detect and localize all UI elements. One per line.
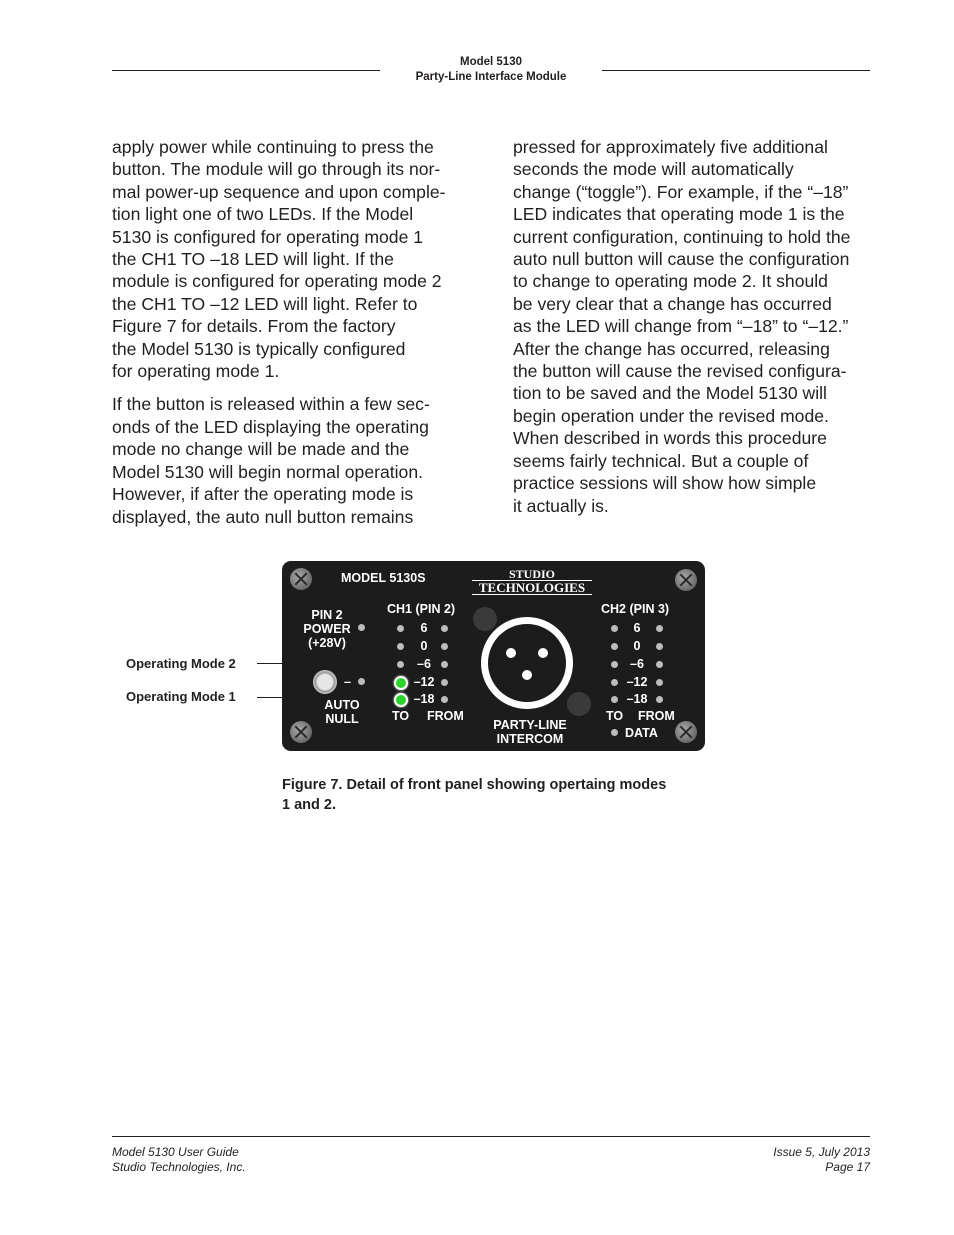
header-rule-left: [112, 70, 380, 71]
auto-null-led: [358, 678, 365, 685]
ch2-to-label: TO: [606, 709, 624, 723]
front-panel-figure: [282, 561, 705, 751]
ch1-from-led-minus12: [441, 679, 448, 686]
ch2-from-label: FROM: [638, 709, 675, 723]
ch2-from-led-minus12: [656, 679, 663, 686]
ch2-level-minus12: –12: [626, 675, 648, 689]
xlr-pin: [506, 648, 516, 658]
mounting-hole: [473, 607, 497, 631]
ch1-to-led-0: [397, 643, 404, 650]
ch1-from-led-minus6: [441, 661, 448, 668]
paragraph: If the button is released within a few sec- onds of the LED displaying the operating mode no change will be made and the Model 5130 will begin normal operation. However, if after the operating mode is displayed, the auto null button remains: [112, 394, 430, 527]
mounting-hole: [567, 692, 591, 716]
paragraph: apply power while continuing to press the button. The module will go through its nor- mal power-up sequence and upon comple- tion light one of two LEDs. If the Model 5130 is configured for operating mode 1 the CH1 TO –18 LED will light. If the module is configured for operating mode 2 the CH1 TO –12 LED will light. Refer to Figure 7 for details. From the factory the Model 5130 is typically configured for operating mode 1.: [112, 137, 446, 382]
studio-technologies-logo: STUDIO TECHNOLOGIES: [472, 568, 592, 595]
ch2-from-led-0: [656, 643, 663, 650]
ch1-to-led-minus18-lit: [394, 693, 408, 707]
ch2-from-led-minus6: [656, 661, 663, 668]
screw-icon: [290, 568, 312, 590]
xlr-pin: [538, 648, 548, 658]
ch1-level-minus6: –6: [417, 657, 431, 671]
power-led: [358, 624, 365, 631]
footer-rule: [112, 1136, 870, 1137]
auto-null-label: AUTO NULL: [324, 698, 360, 726]
ch2-label: CH2 (PIN 3): [601, 602, 670, 616]
panel-model-label: MODEL 5130S: [341, 571, 426, 585]
auto-null-button[interactable]: [313, 670, 337, 694]
ch2-to-led-minus12: [611, 679, 618, 686]
xlr-connector-face: [488, 624, 566, 702]
power-label: PIN 2 POWER (+28V): [303, 608, 351, 650]
left-column: [112, 136, 482, 539]
running-header: [380, 55, 602, 85]
ch2-level-minus18: –18: [626, 692, 648, 706]
xlr-pin: [522, 670, 532, 680]
footer-right: Issue 5, July 2013 Page 17: [773, 1145, 870, 1174]
callout-operating-mode-1: Operating Mode 1: [126, 689, 236, 704]
ch2-to-led-minus18: [611, 696, 618, 703]
ch2-from-led-minus18: [656, 696, 663, 703]
header-model: Model 5130: [460, 56, 522, 68]
ch1-to-led-minus6: [397, 661, 404, 668]
ch1-level-minus12: –12: [413, 675, 435, 689]
header-subtitle: Party-Line Interface Module: [415, 71, 567, 83]
figure-caption: Figure 7. Detail of front panel showing opertaing modes 1 and 2.: [282, 777, 667, 813]
ch1-to-led-6: [397, 625, 404, 632]
callout-operating-mode-2: Operating Mode 2: [126, 656, 236, 671]
ch1-level-0: 0: [420, 639, 428, 653]
ch1-from-led-minus18: [441, 696, 448, 703]
screw-icon: [675, 569, 697, 591]
footer-left: Model 5130 User Guide Studio Technologies, Inc.: [112, 1145, 246, 1174]
ch1-from-label: FROM: [427, 709, 464, 723]
ch2-from-led-6: [656, 625, 663, 632]
ch2-level-6: 6: [633, 621, 641, 635]
screw-icon: [290, 721, 312, 743]
paragraph: pressed for approximately five additional seconds the mode will automatically change (“toggle”). For example, if the “–18” LED indicates that operating mode 1 is the current configuration, continuing to hold the auto null button will cause the configuration to change to operating mode 2. It should be very clear that a change has occurred as the LED will change from “–18” to “–12.” After the change has occurred, releasing the button will cause the revised configura- tion to be saved and the Model 5130 will begin operation under the revised mode. When described in words this procedure seems fairly technical. But a couple of practice sessions will show how simple it actually is.: [513, 137, 851, 516]
ch2-level-minus6: –6: [630, 657, 644, 671]
party-line-intercom-label: PARTY-LINE INTERCOM: [493, 718, 567, 746]
ch2-level-0: 0: [633, 639, 641, 653]
ch1-from-led-6: [441, 625, 448, 632]
header-rule-right: [602, 70, 870, 71]
ch1-from-led-0: [441, 643, 448, 650]
ch1-level-minus18: –18: [413, 692, 435, 706]
data-led: [611, 729, 618, 736]
ch2-to-led-0: [611, 643, 618, 650]
xlr-connector[interactable]: [481, 617, 573, 709]
data-label: DATA: [625, 726, 658, 740]
ch2-to-led-6: [611, 625, 618, 632]
ch1-to-label: TO: [392, 709, 410, 723]
ch2-to-led-minus6: [611, 661, 618, 668]
screw-icon: [675, 721, 697, 743]
ch1-label: CH1 (PIN 2): [387, 602, 456, 616]
auto-null-dash: –: [344, 675, 351, 689]
right-column: [513, 136, 878, 528]
ch1-level-6: 6: [420, 621, 428, 635]
ch1-to-led-minus12-lit: [394, 676, 408, 690]
